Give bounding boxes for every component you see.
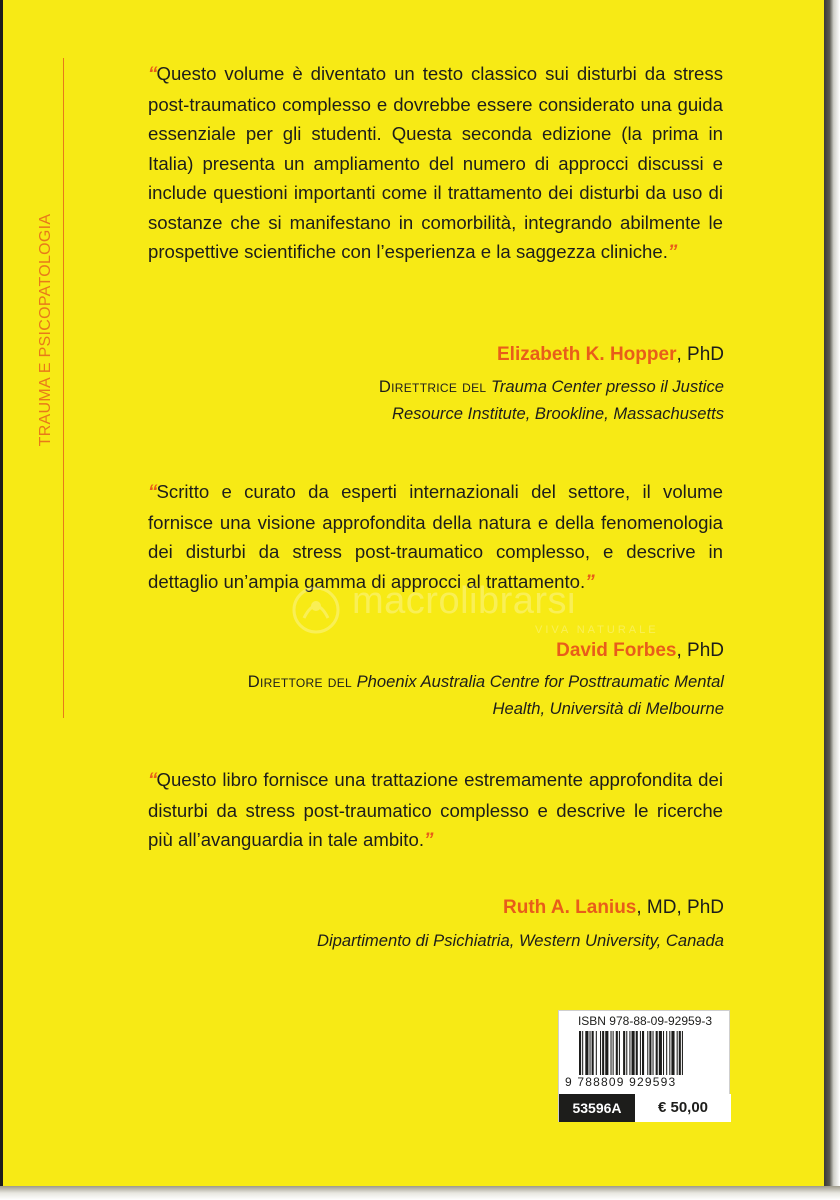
barcode-icon <box>579 1031 727 1075</box>
quote-hopper <box>148 59 723 268</box>
author-degree: , PhD <box>676 344 724 365</box>
barcode-bar <box>602 1031 604 1075</box>
author-name: Elizabeth K. Hopper <box>497 344 677 365</box>
barcode-bar <box>600 1031 601 1075</box>
quote-forbes <box>148 477 723 597</box>
affiliation-line-2: Health, Università di Melbourne <box>492 699 724 718</box>
author-forbes <box>556 640 724 662</box>
watermark-tagline: VIVA NATURALE <box>535 624 659 636</box>
open-quote-mark: “ <box>148 64 157 85</box>
open-quote-mark: “ <box>148 770 157 791</box>
quote-lanius <box>148 765 723 856</box>
barcode-bar <box>626 1031 627 1075</box>
barcode-bar <box>632 1031 635 1075</box>
affiliation-line-2: Resource Institute, Brookline, Massachusetts <box>391 404 724 423</box>
isbn-label: ISBN 978-88-09-92959-3 <box>577 1014 713 1028</box>
barcode-bar <box>677 1031 678 1075</box>
price-label: € 50,00 <box>635 1094 731 1122</box>
barcode-bar <box>592 1031 594 1075</box>
barcode-bar <box>623 1031 625 1075</box>
affiliation-lanius <box>317 927 724 954</box>
author-lanius <box>503 897 724 919</box>
close-quote-mark: ” <box>667 242 677 263</box>
open-quote-mark: “ <box>148 482 157 503</box>
barcode-digits: 9 788809 929593 <box>565 1075 677 1089</box>
barcode-bar <box>619 1031 620 1075</box>
close-quote-mark: ” <box>423 830 433 851</box>
barcode-bar <box>642 1031 644 1075</box>
affiliation-role: Direttore del <box>247 672 352 691</box>
isbn-barcode-box <box>558 1010 730 1122</box>
barcode-bar <box>671 1031 674 1075</box>
quote-text: Questo volume è diventato un testo classico sui disturbi da stress post-traumatico complesso e dovrebbe essere considerato una guida essenziale per gli studenti. Questa seconda edizione (la prima in Italia) presenta un ampliamento del numero di approcci discussi e include questioni importanti come il trattamento dei disturbi da uso di sostanze che si manifestano in comorbilità, integrando abilmente le prospettive scientifiche con l’esperienza e la saggezza cliniche. <box>148 63 723 262</box>
book-edge-shadow <box>824 0 840 1186</box>
barcode-bar <box>579 1031 581 1075</box>
quote-text: Scritto e curato da esperti internazionali del settore, il volume fornisce una visione approfondita della natura e della fenomenologia dei disturbi da stress post-traumatico complesso, e descrive in dettaglio un’ampia gamma di approcci al trattamento. <box>148 481 723 592</box>
quote-text: Questo libro fornisce una trattazione estremamente approfondita dei disturbi da stress post-traumatico complesso e descrive le ricerche più all’avanguardia in tale ambito. <box>148 769 723 850</box>
barcode-bar <box>613 1031 614 1075</box>
product-code: 53596A <box>559 1094 635 1122</box>
author-name: David Forbes <box>556 640 677 661</box>
barcode-bar <box>590 1031 591 1075</box>
barcode-bar <box>582 1031 583 1075</box>
affiliation-hopper <box>379 373 724 427</box>
barcode-bar <box>629 1031 630 1075</box>
series-word-psicopatologia: PSICOPATOLOGIA <box>37 213 54 358</box>
series-word-trauma: TRAUMA <box>37 377 54 447</box>
watermark-name: macrolibrarsi <box>352 580 576 622</box>
author-degree: , MD, PhD <box>636 897 724 918</box>
author-degree: , PhD <box>676 640 724 661</box>
affiliation-forbes <box>248 668 724 722</box>
barcode-bar <box>669 1031 670 1075</box>
barcode-bar <box>636 1031 638 1075</box>
barcode-bar <box>649 1031 651 1075</box>
barcode-bar <box>679 1031 681 1075</box>
affiliation-role: Direttrice del <box>378 377 487 396</box>
barcode-bar <box>659 1031 662 1075</box>
barcode-bar <box>653 1031 654 1075</box>
barcode-bar <box>585 1031 588 1075</box>
author-name: Ruth A. Lanius <box>503 897 637 918</box>
barcode-bar <box>596 1031 597 1075</box>
close-quote-mark: ” <box>585 571 594 593</box>
spine-rule <box>63 58 64 718</box>
author-hopper <box>497 344 724 366</box>
barcode-bar <box>656 1031 658 1075</box>
barcode-bar <box>663 1031 664 1075</box>
barcode-bar <box>605 1031 608 1075</box>
barcode-bar <box>666 1031 667 1075</box>
barcode-bar <box>611 1031 612 1075</box>
price-row <box>559 1094 731 1122</box>
affiliation-line-1: Phoenix Australia Centre for Posttraumatic Mental <box>356 672 724 691</box>
barcode-bar <box>647 1031 648 1075</box>
book-bottom-edge <box>0 1186 840 1200</box>
barcode-bar <box>616 1031 618 1075</box>
affiliation-line-1: Dipartimento di Psichiatria, Western University, Canada <box>316 931 724 950</box>
barcode-bar <box>682 1031 683 1075</box>
affiliation-line-1: Trauma Center presso il Justice <box>490 377 724 396</box>
barcode-bar <box>640 1031 641 1075</box>
series-word-e: E <box>37 362 54 374</box>
